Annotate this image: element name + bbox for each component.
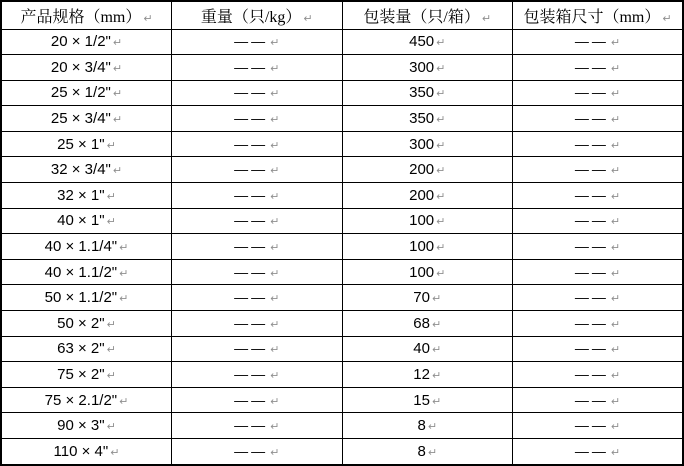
paragraph-mark-icon: ↵	[427, 446, 438, 459]
table-row	[1, 285, 683, 311]
paragraph-mark-icon: ↵	[610, 343, 621, 357]
cell-value: 32 × 3/4"	[50, 161, 111, 179]
box-size-cell	[513, 208, 684, 234]
table-body	[1, 29, 683, 465]
paragraph-mark-icon: ↵	[110, 446, 120, 459]
spec-cell	[1, 387, 172, 413]
header-row	[1, 1, 683, 29]
quantity-cell	[342, 208, 513, 234]
cell-value: 100	[409, 238, 435, 256]
weight-cell	[172, 208, 343, 234]
cell-value: ——	[234, 443, 269, 459]
cell-value: 40	[413, 340, 430, 358]
quantity-cell	[342, 106, 513, 132]
cell-value: 200	[409, 161, 435, 179]
spec-cell	[1, 285, 172, 311]
paragraph-mark-icon: ↵	[436, 113, 446, 127]
cell-value: 32 × 1"	[57, 186, 105, 204]
weight-cell	[172, 413, 343, 439]
weight-cell	[172, 336, 343, 362]
paragraph-mark-icon: ↵	[610, 292, 621, 306]
cell-value: 70	[413, 289, 430, 307]
quantity-cell	[342, 413, 513, 439]
cell-value: 350	[409, 110, 435, 128]
paragraph-mark-icon: ↵	[431, 317, 442, 331]
cell-value: 110 × 4"	[53, 443, 109, 460]
paragraph-mark-icon: ↵	[610, 317, 621, 331]
cell-value: ——	[574, 443, 609, 459]
weight-cell	[172, 285, 343, 311]
cell-value: ——	[234, 263, 269, 280]
paragraph-mark-icon: ↵	[270, 215, 280, 229]
paragraph-mark-icon: ↵	[270, 241, 280, 255]
cell-value: ——	[574, 186, 609, 203]
weight-cell	[172, 131, 343, 157]
spec-cell	[1, 131, 172, 157]
paragraph-mark-icon: ↵	[303, 11, 313, 25]
weight-cell	[172, 362, 343, 388]
spec-cell	[1, 439, 172, 466]
paragraph-mark-icon: ↵	[436, 138, 446, 152]
cell-value: ——	[234, 135, 269, 152]
cell-value: ——	[234, 417, 269, 434]
box-size-cell	[513, 413, 684, 439]
paragraph-mark-icon: ↵	[112, 87, 123, 101]
cell-value: 75 × 2"	[57, 366, 105, 384]
table-row	[1, 413, 683, 439]
paragraph-mark-icon: ↵	[270, 343, 280, 357]
spec-cell	[1, 29, 172, 55]
cell-value: 90 × 3"	[57, 417, 105, 435]
paragraph-mark-icon: ↵	[270, 113, 280, 127]
box-size-cell	[513, 234, 684, 260]
weight-cell	[172, 29, 343, 55]
header-label: 包装量（只/箱）	[363, 8, 480, 26]
paragraph-mark-icon: ↵	[106, 317, 116, 331]
box-size-cell	[513, 362, 684, 388]
cell-value: ——	[234, 186, 269, 203]
paragraph-mark-icon: ↵	[119, 292, 129, 306]
paragraph-mark-icon: ↵	[431, 292, 442, 306]
quantity-cell	[342, 311, 513, 337]
weight-cell	[172, 80, 343, 106]
cell-value: 350	[409, 84, 435, 102]
cell-value: ——	[234, 340, 269, 357]
weight-cell	[172, 106, 343, 132]
header-cell-product-spec	[1, 1, 172, 29]
paragraph-mark-icon: ↵	[270, 61, 280, 75]
cell-value: 63 × 2"	[57, 340, 105, 358]
paragraph-mark-icon: ↵	[436, 215, 446, 229]
weight-cell	[172, 387, 343, 413]
cell-value: 50 × 2"	[57, 314, 105, 332]
paragraph-mark-icon: ↵	[106, 138, 116, 152]
cell-value: 200	[409, 186, 435, 204]
cell-value: ——	[234, 238, 269, 255]
paragraph-mark-icon: ↵	[610, 420, 621, 434]
paragraph-mark-icon: ↵	[481, 11, 492, 25]
cell-value: ——	[234, 314, 269, 331]
table-row	[1, 234, 683, 260]
paragraph-mark-icon: ↵	[431, 343, 442, 357]
header-label: 包装箱尺寸（mm）	[523, 8, 661, 26]
table-header	[1, 1, 683, 29]
box-size-cell	[513, 259, 684, 285]
quantity-cell	[342, 157, 513, 183]
table-row	[1, 336, 683, 362]
paragraph-mark-icon: ↵	[270, 446, 280, 459]
quantity-cell	[342, 131, 513, 157]
cell-value: 20 × 3/4"	[50, 58, 111, 76]
cell-value: ——	[234, 161, 269, 178]
paragraph-mark-icon: ↵	[143, 11, 153, 25]
paragraph-mark-icon: ↵	[270, 369, 280, 383]
paragraph-mark-icon: ↵	[270, 36, 280, 50]
table-row	[1, 387, 683, 413]
paragraph-mark-icon: ↵	[270, 87, 280, 101]
table-row	[1, 157, 683, 183]
cell-value: 50 × 1.1/2"	[44, 289, 118, 307]
paragraph-mark-icon: ↵	[270, 164, 280, 178]
cell-value: ——	[234, 84, 269, 101]
cell-value: 68	[413, 314, 430, 332]
quantity-cell	[342, 285, 513, 311]
cell-value: ——	[574, 33, 609, 50]
quantity-cell	[342, 387, 513, 413]
cell-value: ——	[574, 263, 609, 280]
box-size-cell	[513, 183, 684, 209]
weight-cell	[172, 234, 343, 260]
quantity-cell	[342, 29, 513, 55]
cell-value: ——	[574, 110, 609, 127]
cell-value: ——	[574, 340, 609, 357]
paragraph-mark-icon: ↵	[610, 394, 621, 408]
paragraph-mark-icon: ↵	[436, 87, 446, 101]
header-cell-weight	[172, 1, 343, 29]
cell-value: 8	[417, 417, 426, 435]
quantity-cell	[342, 234, 513, 260]
box-size-cell	[513, 131, 684, 157]
cell-value: 75 × 2.1/2"	[44, 391, 118, 409]
paragraph-mark-icon: ↵	[270, 138, 280, 152]
cell-value: 8	[417, 443, 426, 460]
cell-value: ——	[574, 289, 609, 306]
spec-cell	[1, 208, 172, 234]
paragraph-mark-icon: ↵	[662, 11, 672, 25]
spec-cell	[1, 362, 172, 388]
paragraph-mark-icon: ↵	[610, 61, 621, 75]
paragraph-mark-icon: ↵	[270, 394, 280, 408]
box-size-cell	[513, 285, 684, 311]
quantity-cell	[342, 80, 513, 106]
box-size-cell	[513, 387, 684, 413]
paragraph-mark-icon: ↵	[436, 36, 446, 50]
cell-value: ——	[574, 84, 609, 101]
cell-value: 25 × 1"	[57, 135, 105, 153]
box-size-cell	[513, 311, 684, 337]
weight-cell	[172, 55, 343, 81]
paragraph-mark-icon: ↵	[436, 164, 446, 178]
paragraph-mark-icon: ↵	[119, 266, 129, 280]
cell-value: ——	[574, 391, 609, 408]
table-row	[1, 259, 683, 285]
cell-value: ——	[234, 366, 269, 383]
cell-value: ——	[574, 58, 609, 75]
table-row	[1, 80, 683, 106]
box-size-cell	[513, 106, 684, 132]
spec-cell	[1, 311, 172, 337]
paragraph-mark-icon: ↵	[106, 343, 116, 357]
paragraph-mark-icon: ↵	[610, 189, 621, 203]
cell-value: ——	[234, 391, 269, 408]
table-row	[1, 55, 683, 81]
paragraph-mark-icon: ↵	[270, 420, 280, 434]
paragraph-mark-icon: ↵	[610, 36, 621, 50]
paragraph-mark-icon: ↵	[610, 266, 621, 280]
box-size-cell	[513, 157, 684, 183]
paragraph-mark-icon: ↵	[119, 394, 129, 408]
paragraph-mark-icon: ↵	[270, 317, 280, 331]
paragraph-mark-icon: ↵	[610, 241, 621, 255]
cell-value: ——	[574, 212, 609, 229]
cell-value: ——	[234, 212, 269, 229]
paragraph-mark-icon: ↵	[119, 241, 129, 255]
cell-value: 25 × 1/2"	[50, 84, 111, 102]
paragraph-mark-icon: ↵	[270, 189, 280, 203]
table-row	[1, 362, 683, 388]
paragraph-mark-icon: ↵	[106, 369, 116, 383]
box-size-cell	[513, 336, 684, 362]
box-size-cell	[513, 55, 684, 81]
quantity-cell	[342, 336, 513, 362]
cell-value: 15	[413, 391, 430, 409]
paragraph-mark-icon: ↵	[106, 420, 116, 434]
spec-cell	[1, 234, 172, 260]
cell-value: 300	[409, 58, 435, 76]
table-row	[1, 131, 683, 157]
spec-cell	[1, 336, 172, 362]
paragraph-mark-icon: ↵	[112, 164, 123, 178]
quantity-cell	[342, 183, 513, 209]
weight-cell	[172, 259, 343, 285]
spec-cell	[1, 55, 172, 81]
spec-cell	[1, 157, 172, 183]
cell-value: ——	[574, 161, 609, 178]
header-label: 重量（只/kg）	[200, 8, 302, 26]
box-size-cell	[513, 439, 684, 466]
paragraph-mark-icon: ↵	[610, 138, 621, 152]
box-size-cell	[513, 80, 684, 106]
table-row	[1, 106, 683, 132]
paragraph-mark-icon: ↵	[610, 113, 621, 127]
weight-cell	[172, 157, 343, 183]
cell-value: 25 × 3/4"	[50, 110, 111, 128]
paragraph-mark-icon: ↵	[436, 189, 446, 203]
spec-cell	[1, 259, 172, 285]
header-cell-box-size	[513, 1, 684, 29]
cell-value: 100	[409, 212, 435, 230]
paragraph-mark-icon: ↵	[431, 394, 442, 408]
spec-cell	[1, 106, 172, 132]
paragraph-mark-icon: ↵	[610, 164, 621, 178]
quantity-cell	[342, 362, 513, 388]
cell-value: ——	[574, 238, 609, 255]
quantity-cell	[342, 55, 513, 81]
cell-value: 40 × 1"	[57, 212, 105, 230]
cell-value: 300	[409, 135, 435, 153]
cell-value: ——	[574, 314, 609, 331]
quantity-cell	[342, 439, 513, 466]
cell-value: 40 × 1.1/2"	[44, 263, 118, 281]
table-row	[1, 311, 683, 337]
cell-value: ——	[574, 135, 609, 152]
table-row	[1, 29, 683, 55]
paragraph-mark-icon: ↵	[610, 369, 621, 383]
cell-value: 40 × 1.1/4"	[44, 238, 118, 256]
cell-value: ——	[234, 33, 269, 50]
paragraph-mark-icon: ↵	[106, 189, 116, 203]
cell-value: ——	[234, 58, 269, 75]
box-size-cell	[513, 29, 684, 55]
table-row	[1, 183, 683, 209]
table-row	[1, 208, 683, 234]
cell-value: 20 × 1/2"	[50, 33, 111, 51]
header-label: 产品规格（mm）	[20, 8, 142, 26]
paragraph-mark-icon: ↵	[610, 215, 621, 229]
weight-cell	[172, 311, 343, 337]
header-cell-packing-quantity	[342, 1, 513, 29]
paragraph-mark-icon: ↵	[436, 241, 446, 255]
quantity-cell	[342, 259, 513, 285]
cell-value: ——	[574, 417, 609, 434]
paragraph-mark-icon: ↵	[431, 369, 442, 383]
cell-value: 12	[413, 366, 430, 384]
table-row	[1, 439, 683, 466]
cell-value: ——	[574, 366, 609, 383]
paragraph-mark-icon: ↵	[610, 87, 621, 101]
weight-cell	[172, 183, 343, 209]
paragraph-mark-icon: ↵	[436, 61, 446, 75]
paragraph-mark-icon: ↵	[270, 292, 280, 306]
weight-cell	[172, 439, 343, 466]
spec-cell	[1, 80, 172, 106]
paragraph-mark-icon: ↵	[427, 420, 438, 434]
cell-value: ——	[234, 110, 269, 127]
paragraph-mark-icon: ↵	[436, 266, 446, 280]
paragraph-mark-icon: ↵	[112, 113, 123, 127]
spec-cell	[1, 413, 172, 439]
cell-value: 450	[409, 33, 435, 51]
paragraph-mark-icon: ↵	[106, 215, 116, 229]
cell-value: ——	[234, 289, 269, 306]
paragraph-mark-icon: ↵	[112, 61, 123, 75]
spec-cell	[1, 183, 172, 209]
paragraph-mark-icon: ↵	[610, 446, 621, 459]
cell-value: 100	[409, 263, 435, 281]
paragraph-mark-icon: ↵	[112, 36, 123, 50]
paragraph-mark-icon: ↵	[270, 266, 280, 280]
